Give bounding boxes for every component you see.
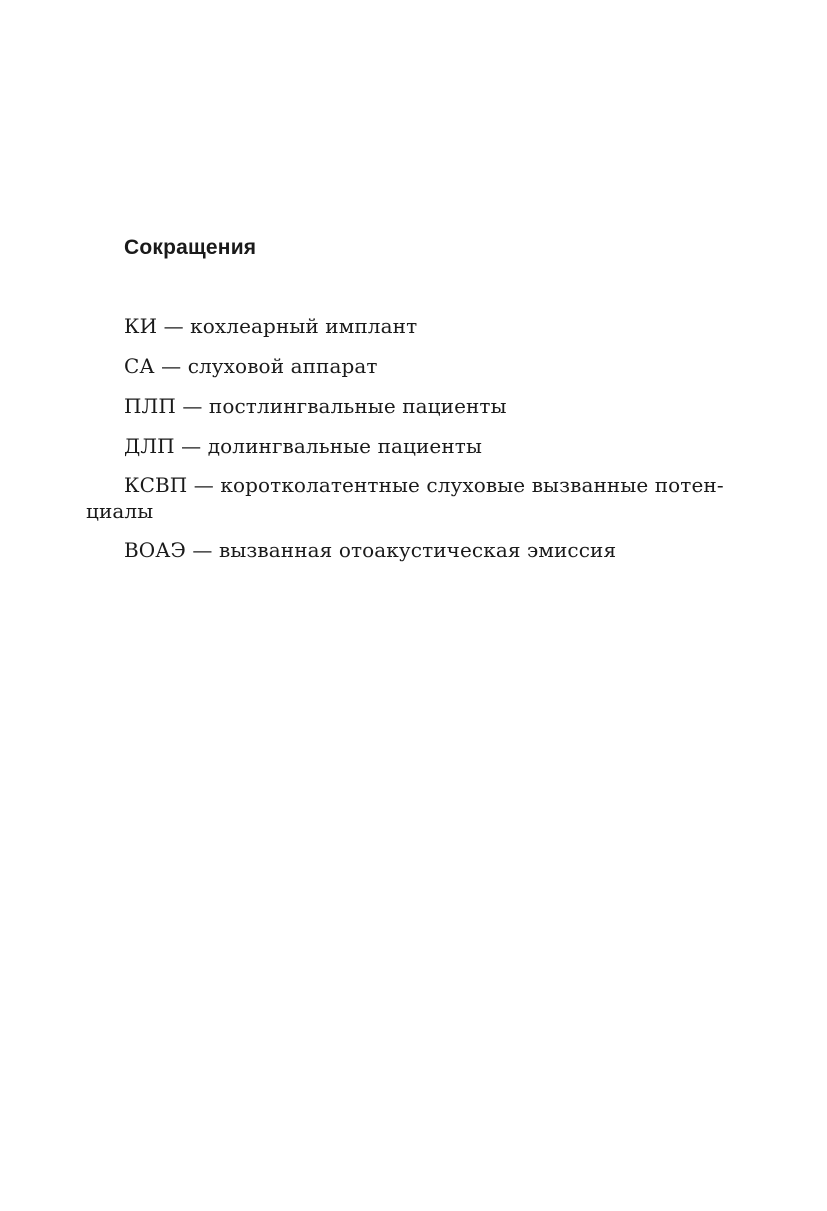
abbreviation-list xyxy=(86,312,742,576)
abbreviation-term: СА xyxy=(124,354,155,378)
em-dash: — xyxy=(163,314,184,338)
list-item xyxy=(86,392,742,420)
abbreviation-term: КИ xyxy=(124,314,158,338)
list-item xyxy=(86,432,742,460)
em-dash: — xyxy=(181,434,202,458)
abbreviation-term: ДЛП xyxy=(124,434,175,458)
abbreviation-definition: долингвальные пациенты xyxy=(207,434,482,458)
abbreviation-definition: постлингвальные пациенты xyxy=(208,394,507,418)
abbreviation-term: ВОАЭ xyxy=(124,538,186,562)
section-heading: Сокращения xyxy=(124,236,257,259)
abbreviation-definition: кохлеарный имплант xyxy=(190,314,418,338)
em-dash: — xyxy=(182,394,203,418)
em-dash: — xyxy=(161,354,182,378)
list-item xyxy=(86,536,742,564)
abbreviation-definition: слуховой аппарат xyxy=(187,354,378,378)
abbreviation-term: КСВП xyxy=(124,473,188,497)
list-item xyxy=(86,472,742,524)
abbreviation-definition: вызванная отоакустическая эмиссия xyxy=(219,538,617,562)
abbreviation-definition: коротколатентные слуховые вызванные потен-циалы xyxy=(86,473,724,523)
abbreviation-term: ПЛП xyxy=(124,394,176,418)
em-dash: — xyxy=(192,538,213,562)
list-item xyxy=(86,352,742,380)
em-dash: — xyxy=(193,473,214,497)
list-item xyxy=(86,312,742,340)
